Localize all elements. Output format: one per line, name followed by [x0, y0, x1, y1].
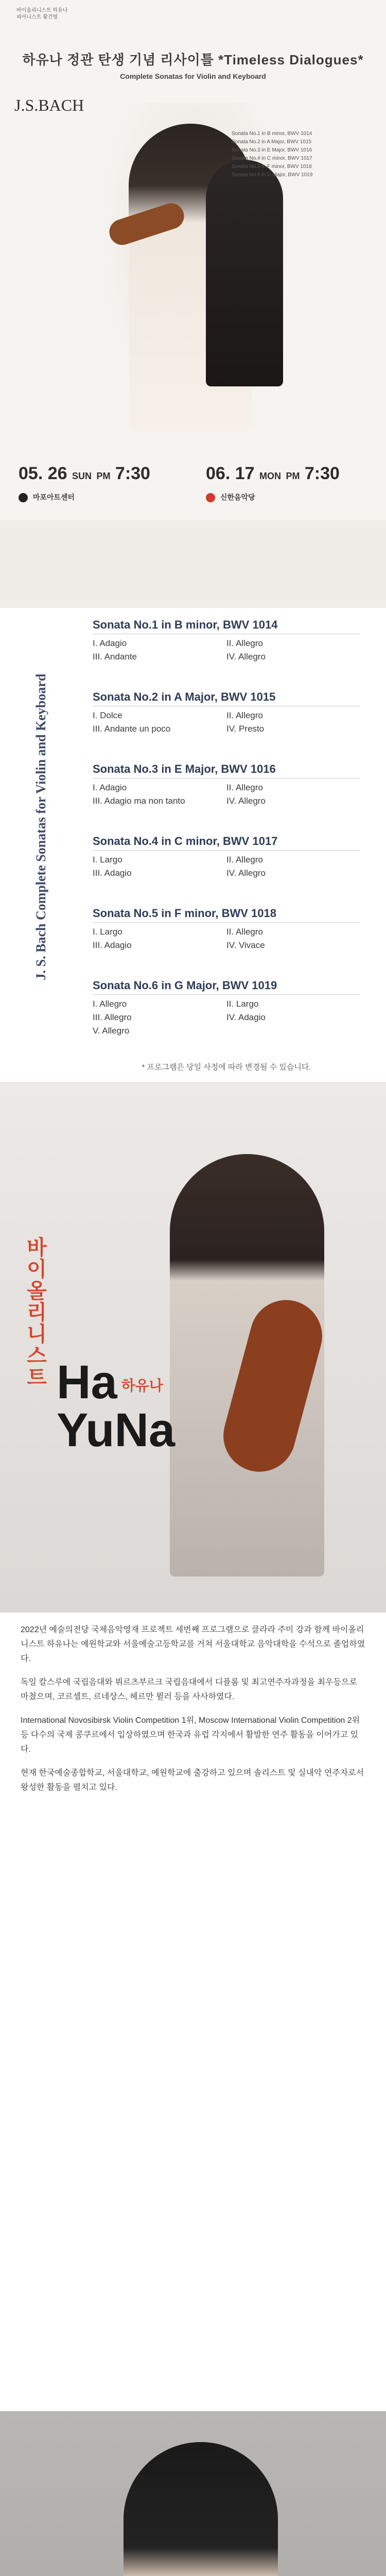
movement: IV. Allegro: [226, 652, 266, 662]
bio-paragraph: International Novosibirsk Violin Competition 1위, Moscow International Violin Competition 2위 등 다수의 국제 콩쿠르에서 입상하였으며 한국과 유럽 각지에서 활발한 연주 활동을 이어가고 있다.: [21, 1716, 360, 1754]
pianist-photo: [0, 2411, 386, 2576]
violinist-bio: [0, 1613, 386, 2421]
movement: I. Adagio: [93, 638, 127, 648]
movement: IV. Presto: [226, 724, 265, 734]
movement: I. Allegro: [93, 999, 127, 1009]
sonata-block: [93, 907, 360, 954]
movement: III. Andante: [93, 652, 137, 662]
bio-paragraph: 독일 칼스루에 국립음대와 뷔르츠부르크 국립음대에서 디플롬 및 최고연주자과정을 최우등으로 마쳤으며, 코르셀트, 르네상스, 헤르만 뮐러 등을 사사하였다.: [21, 1678, 357, 1701]
movement: II. Allegro: [226, 710, 263, 720]
program-note: * 프로그램은 당일 사정에 따라 변경될 수 있습니다.: [142, 1063, 311, 1072]
pianist-figure: [206, 160, 283, 386]
movement: II. Allegro: [226, 927, 263, 937]
poster-title: 하유나 정관 탄생 기념 리사이틀 *Timeless Dialogues*: [22, 52, 364, 67]
sonata-title: Sonata No.4 in C minor, BWV 1017: [93, 835, 360, 851]
violinist-photo: [0, 1082, 386, 1613]
poster-subtitle: Complete Sonatas for Violin and Keyboard: [120, 72, 266, 80]
artist-role-kr: 바이올리니스트: [23, 1236, 47, 1388]
movement: I. Adagio: [93, 783, 127, 792]
movement: III. Adagio ma non tanto: [93, 796, 185, 806]
movement: I. Dolce: [93, 710, 122, 720]
concert-poster: [0, 0, 386, 608]
sonata-title: Sonata No.6 in G Major, BWV 1019: [93, 979, 360, 995]
program-vertical-title: J. S. Bach Complete Sonatas for Violin and Keyboard: [33, 673, 48, 980]
sonata-block: [93, 690, 360, 737]
program-section: [0, 608, 386, 1082]
movement: III. Adagio: [93, 868, 132, 878]
movement: III. Andante un poco: [93, 724, 171, 734]
sonata-title: Sonata No.3 in E Major, BWV 1016: [93, 762, 360, 778]
movement: IV. Adagio: [226, 1012, 266, 1022]
movement: V. Allegro: [93, 1026, 130, 1036]
composer-name: J.S.BACH: [14, 96, 84, 114]
movement: II. Allegro: [226, 855, 263, 865]
sonata-mini-item: Sonata No.6 in G Major, BWV 1019: [232, 172, 313, 178]
sonata-mini-item: Sonata No.2 in A Major, BWV 1015: [232, 139, 312, 145]
sonata-mini-item: Sonata No.5 in F minor, BWV 1018: [232, 164, 312, 170]
sonata-block: [93, 835, 360, 882]
movement: IV. Allegro: [226, 868, 266, 878]
bio-paragraph: 현재 한국예술종합학교, 서울대학교, 예원학교에 출강하고 있으며 솔리스트 및 실내악 연주자로서 왕성한 활동을 펼치고 있다.: [21, 1769, 364, 1792]
movement: IV. Vivace: [226, 940, 265, 950]
sonata-block: [93, 618, 360, 665]
sonata-mini-list: [232, 130, 371, 179]
venue-logo-icon: [19, 493, 28, 502]
date-1: 05. 26 SUN PM 7:30: [19, 464, 150, 483]
venue-2: 신한음악당: [206, 492, 255, 502]
artist-name-en: Ha 하유나 YuNa: [57, 1356, 176, 1456]
corner-tag: 바이올리니스트 하유나 피아니스트 황건영: [16, 8, 68, 20]
sonata-mini-item: Sonata No.3 in E Major, BWV 1016: [232, 147, 312, 153]
venue-logo-icon: [206, 493, 215, 502]
movement: III. Adagio: [93, 940, 132, 950]
bio-paragraph: 2022년 예술의전당 국제음악영재 프로젝트 세번째 프로그램으로 클라라 주미 강과 함께 바이올리니스트 하유나는 예원학교와 서울예술고등학교를 거쳐 서울대학교 음악대학을 수석으로 졸업하였다.: [21, 1625, 365, 1663]
sonata-mini-item: Sonata No.1 in B minor, BWV 1014: [232, 131, 312, 137]
date-2: 06. 17 MON PM 7:30: [206, 464, 340, 483]
sonata-title: Sonata No.1 in B minor, BWV 1014: [93, 618, 360, 634]
venue-1: 마포아트센터: [19, 492, 75, 502]
sonata-title: Sonata No.2 in A Major, BWV 1015: [93, 690, 360, 706]
movement: IV. Allegro: [226, 796, 266, 806]
movement: II. Allegro: [226, 783, 263, 792]
movement: I. Largo: [93, 855, 122, 865]
movement: III. Allegro: [93, 1012, 132, 1022]
movement: II. Allegro: [226, 638, 263, 648]
sonata-mini-item: Sonata No.4 in C minor, BWV 1017: [232, 156, 312, 161]
sonata-block: [93, 762, 360, 809]
sonata-title: Sonata No.5 in F minor, BWV 1018: [93, 907, 360, 923]
movement: II. Largo: [226, 999, 259, 1009]
sonata-block: [93, 979, 360, 1039]
movement: I. Largo: [93, 927, 122, 937]
